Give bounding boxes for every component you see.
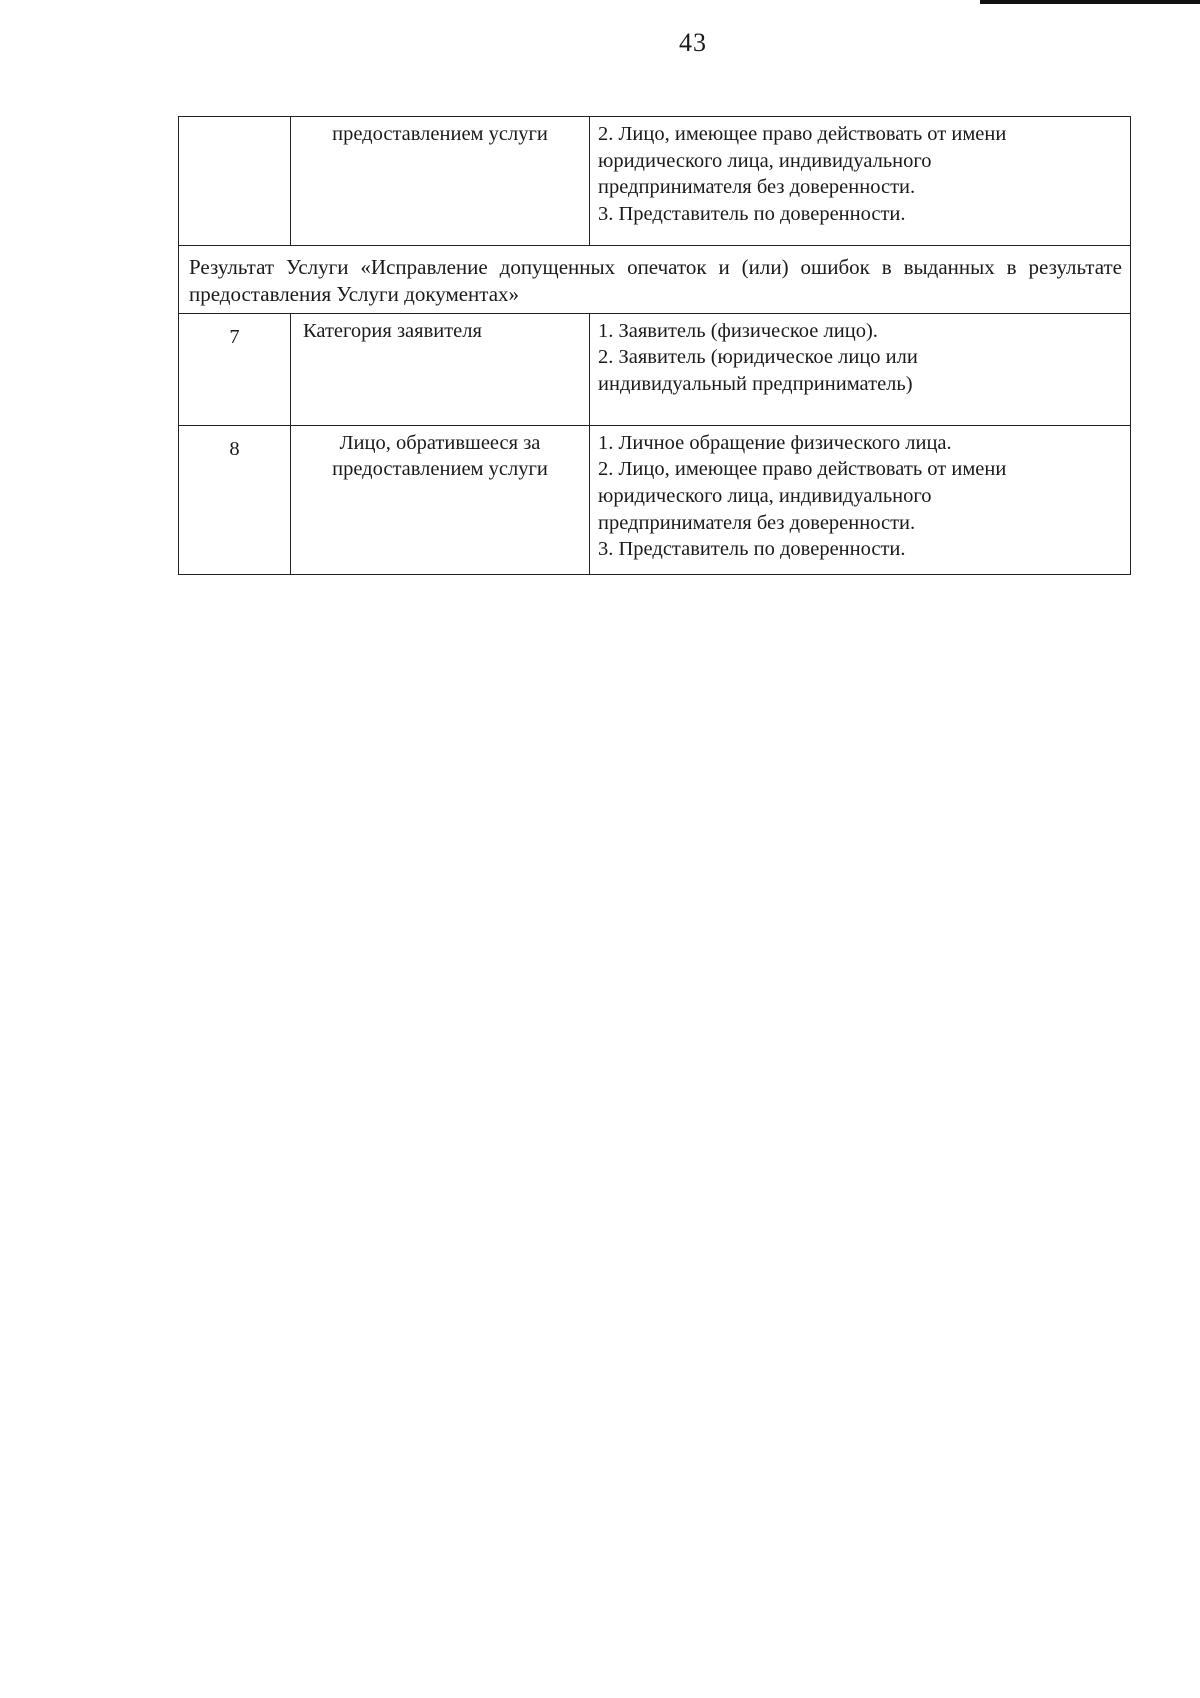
value-line: предпринимателя без доверенности. — [598, 511, 916, 534]
row-name-cell: Лицо, обратившееся за предоставлением услуги — [291, 425, 590, 574]
row-number-cell: 8 — [179, 425, 291, 574]
row-values-cell — [590, 117, 1131, 246]
value-line: индивидуальный предприниматель) — [598, 372, 913, 395]
section-heading: Результат Услуги «Исправление допущенных опечаток и (или) ошибок в выданных в результате предоставления Услуги документах» — [179, 246, 1131, 314]
value-line: 2. Лицо, имеющее право действовать от имени — [598, 458, 1007, 481]
page-number: 43 — [679, 28, 707, 57]
value-line: юридического лица, индивидуального — [598, 484, 932, 507]
applicant-category-table — [178, 116, 1131, 575]
row-values-cell — [590, 313, 1131, 425]
value-line: 1. Личное обращение физического лица. — [598, 431, 952, 454]
table-row-continuation — [179, 117, 1131, 246]
row-number-cell: 7 — [179, 313, 291, 425]
row-name-cell: Категория заявителя — [291, 313, 590, 425]
value-line: предпринимателя без доверенности. — [598, 176, 916, 199]
row-name-cell: предоставлением услуги — [291, 117, 590, 246]
value-line: 2. Лицо, имеющее право действовать от имени — [598, 123, 1007, 145]
section-heading-row — [179, 246, 1131, 314]
row-number-cell — [179, 117, 291, 246]
value-line: 1. Заявитель (физическое лицо). — [598, 319, 878, 342]
value-line: 3. Представитель по доверенности. — [598, 538, 906, 561]
scan-edge-mark — [980, 0, 1200, 4]
value-line: юридического лица, индивидуального — [598, 149, 932, 172]
value-line: 3. Представитель по доверенности. — [598, 202, 906, 225]
value-line: 2. Заявитель (юридическое лицо или — [598, 346, 918, 369]
table-row — [179, 425, 1131, 574]
row-values-cell — [590, 425, 1131, 574]
table-row — [179, 313, 1131, 425]
